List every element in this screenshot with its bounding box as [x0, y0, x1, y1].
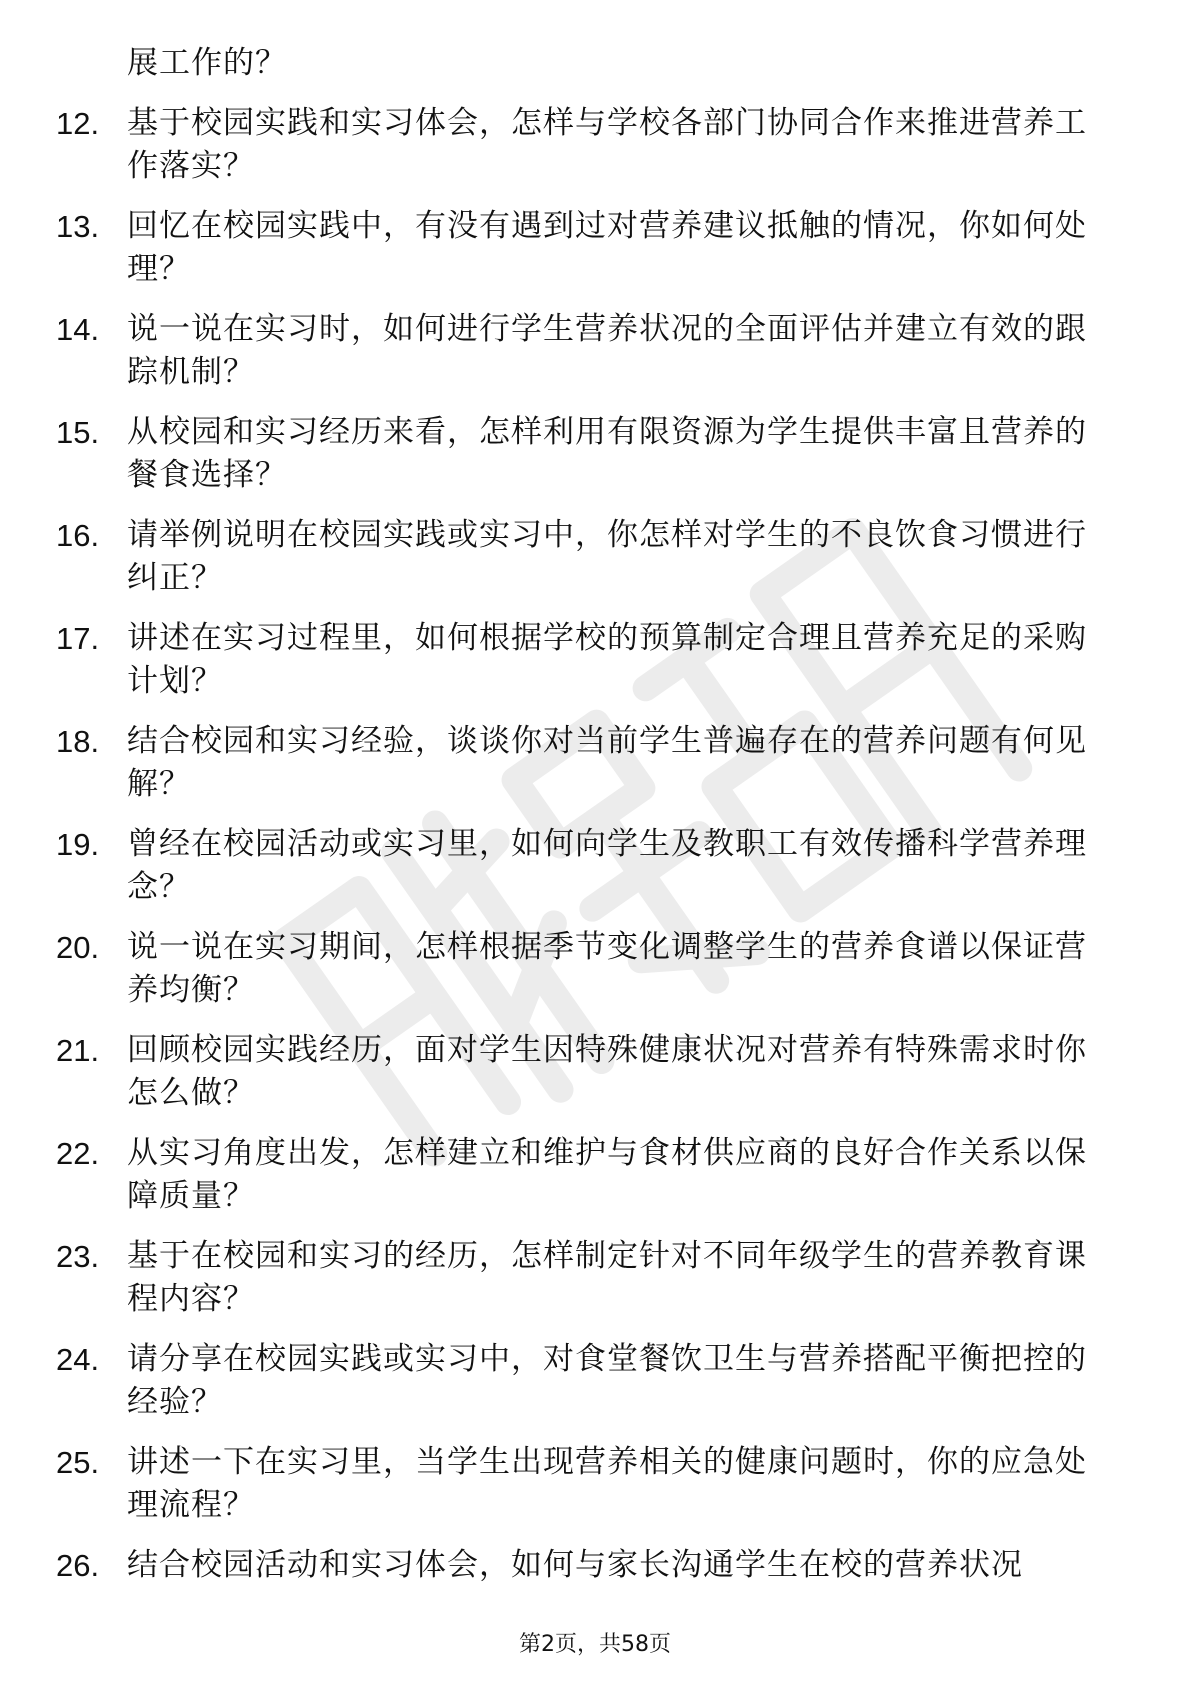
item-number: 13.	[56, 209, 100, 244]
list-item	[0, 1132, 1190, 1218]
item-text: 请举例说明在校园实践或实习中，你怎样对学生的不良饮食习惯进行纠正？	[127, 517, 1087, 596]
item-text: 说一说在实习期间，怎样根据季节变化调整学生的营养食谱以保证营养均衡？	[127, 929, 1087, 1008]
item-text: 从校园和实习经历来看，怎样利用有限资源为学生提供丰富且营养的餐食选择？	[127, 414, 1087, 493]
item-number: 24.	[56, 1342, 100, 1377]
item-text: 基于在校园和实习的经历，怎样制定针对不同年级学生的营养教育课程内容？	[127, 1238, 1087, 1317]
item-number: 25.	[56, 1445, 100, 1480]
item-text: 请分享在校园实践或实习中，对食堂餐饮卫生与营养搭配平衡把控的经验？	[127, 1341, 1087, 1420]
item-number: 21.	[56, 1033, 100, 1068]
item-text: 从实习角度出发，怎样建立和维护与食材供应商的良好合作关系以保障质量？	[127, 1135, 1087, 1214]
list-item	[0, 514, 1190, 600]
item-text: 讲述一下在实习里，当学生出现营养相关的健康问题时，你的应急处理流程？	[127, 1444, 1087, 1523]
list-item	[0, 102, 1190, 188]
item-text: 结合校园活动和实习体会，如何与家长沟通学生在校的营养状况	[127, 1547, 1023, 1583]
page-number-footer: 第2页，共58页	[519, 1632, 671, 1657]
item-number: 12.	[56, 106, 100, 141]
item-number: 18.	[56, 724, 100, 759]
list-item	[0, 617, 1190, 703]
list-item	[0, 205, 1190, 291]
list-item	[0, 720, 1190, 806]
item-number: 20.	[56, 930, 100, 965]
list-item	[0, 1029, 1190, 1115]
question-list	[0, 42, 1190, 1604]
list-item	[0, 1441, 1190, 1527]
item-number: 16.	[56, 518, 100, 553]
item-number: 19.	[56, 827, 100, 862]
item-number: 23.	[56, 1239, 100, 1274]
item-text: 基于校园实践和实习体会，怎样与学校各部门协同合作来推进营养工作落实？	[127, 105, 1087, 184]
list-item	[0, 411, 1190, 497]
item-text: 回忆在校园实践中，有没有遇到过对营养建议抵触的情况，你如何处理？	[127, 208, 1087, 287]
item-number: 14.	[56, 312, 100, 347]
item-text: 说一说在实习时，如何进行学生营养状况的全面评估并建立有效的跟踪机制？	[127, 311, 1087, 390]
list-item	[0, 926, 1190, 1012]
list-item	[0, 1338, 1190, 1424]
list-item	[0, 823, 1190, 909]
item-number: 26.	[56, 1548, 100, 1583]
item-text: 曾经在校园活动或实习里，如何向学生及教职工有效传播科学营养理念？	[127, 826, 1087, 905]
item-text: 回顾校园实践经历，面对学生因特殊健康状况对营养有特殊需求时你怎么做？	[127, 1032, 1087, 1111]
item-text: 讲述在实习过程里，如何根据学校的预算制定合理且营养充足的采购计划？	[127, 620, 1087, 699]
list-item	[0, 308, 1190, 394]
item-number: 22.	[56, 1136, 100, 1171]
item-number: 15.	[56, 415, 100, 450]
item-number: 17.	[56, 621, 100, 656]
item-text: 结合校园和实习经验，谈谈你对当前学生普遍存在的营养问题有何见解？	[127, 723, 1087, 802]
item-text: 展工作的？	[127, 45, 287, 81]
list-item	[0, 1544, 1190, 1587]
list-item	[0, 1235, 1190, 1321]
list-item	[0, 42, 1190, 85]
